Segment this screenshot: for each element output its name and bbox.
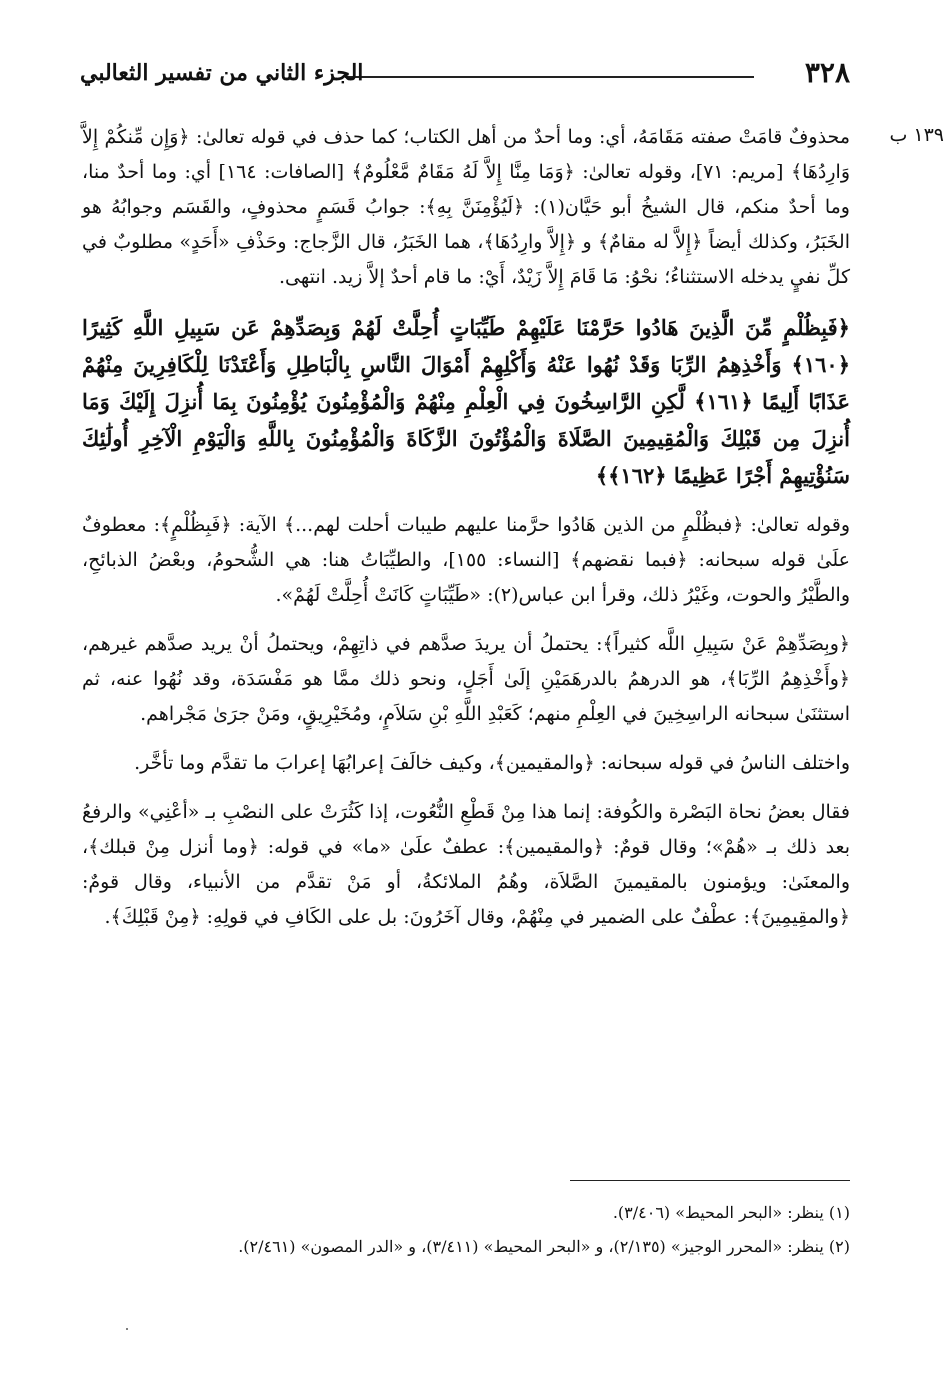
footnote-2: (٢) ينظر: «المحرر الوجيز» (٢/١٣٥)، و «البحر المحيط» (٣/٤١١)، و «الدر المصون» (٢/٤٦١). <box>238 1237 850 1256</box>
paragraph-1: محذوفٌ قامَتْ صفته مَقَامَهُ، أي: وما أحدٌ من أهل الكتاب؛ كما حذف في قوله تعالىٰ: ﴿وَإِن مِّنكُمْ إِلاَّ وَارِدُهَا﴾ [مريم: ٧١]، وقوله تعالىٰ: ﴿وَمَا مِنَّا إِلاَّ لَهُ مَقَامٌ مَّعْلُومٌ﴾ [الصافات: ١٦٤] أي: وما أحدٌ منا، وما أحدٌ منكم، قال الشيخُ أبو حَيَّان(١): ﴿لَيُؤْمِنَنَّ بِهِ﴾: جوابُ قَسَمٍ محذوفٍ، والقَسَم وجوابُهُ هو الخَبَرُ، وكذلك أيضاً ﴿إِلاَّ له مقامٌ﴾ و ﴿إِلاَّ وارِدُهَا﴾، هما الخَبَرُ، قال الزَّجاج: وحَذْفِ «أَحَدٍ» مطلوبٌ في كلِّ نفيٍ يدخله الاستثناءُ؛ نحْوُ: مَا قَامَ إِلاَّ زَيْدٌ، أَيْ: ما قام أحدٌ إلاَّ زيد. انتهى. <box>82 126 850 288</box>
paragraph-5: فقال بعضُ نحاة البَصْرة والكُوفة: إنما هذا مِنْ قَطْعِ النُّعُوت، إذا كَثُرَتْ على النصْبِ بـ «أعْنِي» والرفعُ بعد ذلك بـ «هُمْ»؛ وقال قومٌ: ﴿والمقيمين﴾: عطفٌ علَىٰ «ما» في قوله: ﴿وما أنزل مِنْ قبلك﴾، والمعنَىٰ: ويؤمنون بالمقيمينَ الصَّلاَة، وهُمُ الملائكةُ، أو مَنْ تقدَّم من الأنبياء، وقال قومٌ: ﴿والمقِيمِينَ﴾: عطْفٌ على الضمير في مِنْهُمْ، وقال آخَرُونَ: بل على الكَافِ في قولِهِ: ﴿مِنْ قَبْلِكَ﴾. <box>82 801 850 928</box>
main-text <box>82 120 850 949</box>
paragraph-2: وقوله تعالىٰ: ﴿فبظُلْمٍ من الذين هَادُوا حرَّمنا عليهم طيبات أحلت لهم...﴾ الآية: ﴿فَبِظُلْمٍ﴾: معطوفٌ علَىٰ قوله سبحانه: ﴿فبما نقضهم﴾ [النساء: ١٥٥]، والطيِّبَاتُ هنا: هي الشُّحومُ، وبعْضُ الذبائحِ، والطَّيْرُ والحوت، وغَيْرُ ذلك، وقرأ ابن عباس(٢): «طَيِّبَاتٍ كَانَتْ أُحِلَّتْ لَهُمْ». <box>82 514 850 606</box>
quran-verses: ﴿فَبِظُلْمٍ مِّنَ الَّذِينَ هَادُوا حَرَّمْنَا عَلَيْهِمْ طَيِّبَاتٍ أُحِلَّتْ لَهُمْ وَبِصَدِّهِمْ عَن سَبِيلِ اللَّهِ كَثِيرًا ﴿١٦٠﴾ وَأَخْذِهِمُ الرِّبَا وَقَدْ نُهُوا عَنْهُ وَأَكْلِهِمْ أَمْوَالَ النَّاسِ بِالْبَاطِلِ وَأَعْتَدْنَا لِلْكَافِرِينَ مِنْهُمْ عَذَابًا أَلِيمًا ﴿١٦١﴾ لَّكِنِ الرَّاسِخُونَ فِي الْعِلْمِ مِنْهُمْ وَالْمُؤْمِنُونَ يُؤْمِنُونَ بِمَا أُنزِلَ إِلَيْكَ وَمَا أُنزِلَ مِن قَبْلِكَ وَالْمُقِيمِينَ الصَّلَاةَ وَالْمُؤْتُونَ الزَّكَاةَ وَالْمُؤْمِنُونَ بِاللَّهِ وَالْيَوْمِ الْآخِرِ أُولَٰئِكَ سَنُؤْتِيهِمْ أَجْرًا عَظِيمًا ﴿١٦٢﴾﴾ <box>82 315 850 488</box>
footnotes <box>82 1196 850 1264</box>
page-number: ٣٢٨ <box>804 56 850 89</box>
paragraph-4: واختلف الناسُ في قوله سبحانه: ﴿والمقيمين﴾، وكيف خالَفَ إعرابُهَا إعرابَ ما تقدَّم وما تأخَّر. <box>134 752 850 774</box>
paragraph-3: ﴿وبِصَدِّهِمْ عَنْ سَبِيلِ اللَّه كثيراً﴾: يحتملُ أن يريدَ صدَّهم في ذاتِهِمْ، ويحتملُ أنْ يريد صدَّهم غيرهم، ﴿وأَخْذِهِمُ الرِّبَا﴾، هو الدرهمُ بالدرهَمَيْنِ إلَىٰ أَجَلٍ، ونحو ذلك ممَّا هو مَفْسَدَة، وقد نُهُوا عنه، ثم استثنَىٰ سبحانه الراسِخِينَ في العِلْمِ منهم؛ كَعَبْدِ اللَّهِ بْنِ سَلاَمٍ، ومُخَيْرِيقٍ، ومَنْ جرَىٰ مَجْراهم. <box>82 633 850 725</box>
page-speck <box>126 1328 128 1330</box>
footnote-separator <box>570 1180 850 1181</box>
header-rule <box>345 76 754 78</box>
page-header <box>80 56 850 96</box>
running-title: الجزء الثاني من تفسير الثعالبي <box>80 60 364 86</box>
margin-folio-note: ١٣٩ ب <box>889 124 944 146</box>
footnote-1: (١) ينظر: «البحر المحيط» (٣/٤٠٦). <box>612 1203 850 1222</box>
